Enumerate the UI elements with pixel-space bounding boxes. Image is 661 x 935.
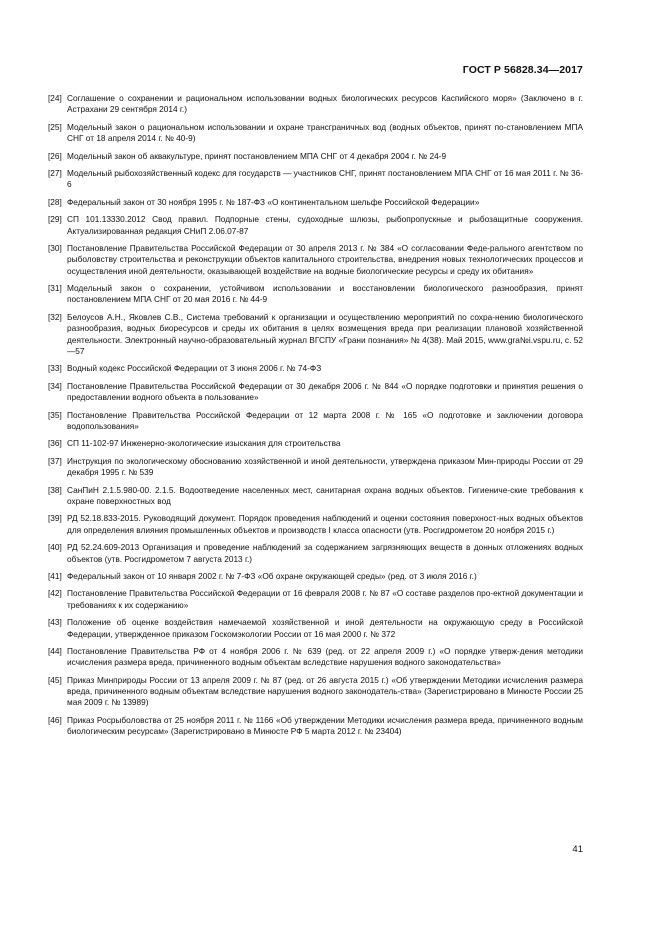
reference-item xyxy=(48,542,583,565)
reference-item xyxy=(48,513,583,536)
reference-text: Постановление Правительства Российской Федерации от 30 апреля 2013 г. № 384 «О согласовании Феде-рального агентством по рыболовству строительства и реконструкции объектов капитального строительства, внедрения новых технологических процессов и осуществления иной деятельности, оказывающей воздействие на водные биологические ресурсы и среду их обитания» xyxy=(67,243,583,276)
reference-number: [34] xyxy=(48,380,62,391)
reference-item xyxy=(48,485,583,508)
reference-text: Модельный закон об аквакультуре, принят постановлением МПА СНГ от 4 декабря 2004 г. № 24-9 xyxy=(67,150,447,161)
reference-text: Постановление Правительства Российской Федерации от 16 февраля 2008 г. № 87 «О составе разделов про-ектной документации и требованиях к их содержанию» xyxy=(67,588,583,610)
reference-text: Положение об оценке воздействия намечаемой хозяйственной и иной деятельности на окружающую среду в Российской Федерации, утвержденное приказом Госкомэкологии России от 16 мая 2000 г. № 372 xyxy=(67,617,583,639)
reference-text: СанПиН 2.1.5.980-00. 2.1.5. Водоотведение населенных мест, санитарная охрана водных объектов. Гигиениче-ские требования к охране поверхностных вод xyxy=(67,484,583,506)
reference-item xyxy=(48,438,583,449)
reference-item xyxy=(48,715,583,738)
reference-text: Постановление Правительства РФ от 4 ноября 2006 г. № 639 (ред. от 22 апреля 2009 г.) «О порядке утверж-дения методики исчисления размера вреда, причиненного водным объектам вследствие нарушения водного законодательства» xyxy=(67,646,583,668)
reference-item xyxy=(48,197,583,208)
reference-number: [25] xyxy=(48,121,62,132)
reference-number: [33] xyxy=(48,363,62,374)
reference-item xyxy=(48,410,583,433)
reference-number: [45] xyxy=(48,674,62,685)
reference-item xyxy=(48,675,583,709)
reference-item xyxy=(48,456,583,479)
reference-text: Федеральный закон от 30 ноября 1995 г. № 187-ФЗ «О континентальном шельфе Российской Федерации» xyxy=(67,196,480,207)
reference-text: Белоусов А.Н., Яковлев С.В., Система требований к организации и осуществлению мероприятий по сохра-нению биологического разнообразия, водных биоресурсов и среды их обитания в целях возмещения вреда при реализации плановой хозяйственной деятельности. Электронный научно-образовательный журнал ВГСПУ «Грани познания» № 4(38). Май 2015, www.gra№i.vspu.ru, с. 52—57 xyxy=(67,311,583,356)
reference-text: РД 52.24.609-2013 Организация и проведение наблюдений за содержанием загрязняющих веществ в донных отложениях водных объектов (утв. Росгидрометом 7 августа 2013 г.) xyxy=(67,542,583,564)
reference-text: Модельный закон о сохранении, устойчивом использовании и восстановлении биологического разнообразия, принят постановлением МПА СНГ от 20 мая 2016 г. № 44-9 xyxy=(67,283,583,305)
reference-number: [40] xyxy=(48,542,62,553)
reference-item xyxy=(48,571,583,582)
reference-number: [43] xyxy=(48,617,62,628)
reference-text: РД 52.18.833-2015. Руководящий документ. Порядок проведения наблюдений и оценки состояния поверхност-ных водных объектов для определения влияния промышленных объектов и производств I класса опасности (утв. Росгидрометом 20 ноября 2015 г.) xyxy=(67,513,583,535)
reference-number: [31] xyxy=(48,283,62,294)
reference-number: [37] xyxy=(48,455,62,466)
reference-text: Соглашение о сохранении и рациональном использовании водных биологических ресурсов Каспийского моря» (Заключено в г. Астрахани 29 сентября 2014 г.) xyxy=(67,93,583,115)
page-number: 41 xyxy=(572,844,583,855)
reference-text: Модельный рыбохозяйственный кодекс для государств — участников СНГ, принят постановлением МПА СНГ от 16 мая 2011 г. № 36-6 xyxy=(67,168,583,190)
reference-text: Инструкция по экологическому обоснованию хозяйственной и иной деятельности, утверждена приказом Мин-природы России от 29 декабря 1995 г. № 539 xyxy=(67,455,583,478)
reference-item xyxy=(48,381,583,404)
reference-number: [28] xyxy=(48,196,62,207)
reference-text: Постановление Правительства Российской Федерации от 12 марта 2008 г. № 165 «О подготовке и заключении договора водопользования» xyxy=(67,409,583,431)
reference-text: Федеральный закон от 10 января 2002 г. № 7-ФЗ «Об охране окружающей среды» (ред. от 3 июля 2016 г.) xyxy=(67,570,477,581)
reference-text: СП 11-102-97 Инженерно-экологические изыскания для строительства xyxy=(67,438,341,449)
reference-item xyxy=(48,93,583,116)
reference-number: [35] xyxy=(48,409,62,420)
reference-item xyxy=(48,168,583,191)
reference-text: Модельный закон о рациональном использовании и охране трансграничных вод (водных объектов, принят по-становлением МПА СНГ от 18 апреля 2014 г. № 40-9) xyxy=(67,121,583,144)
reference-number: [26] xyxy=(48,150,62,161)
reference-item xyxy=(48,214,583,237)
reference-number: [44] xyxy=(48,646,62,657)
reference-item xyxy=(48,588,583,611)
reference-number: [24] xyxy=(48,93,62,103)
reference-number: [36] xyxy=(48,438,62,449)
reference-item xyxy=(48,283,583,306)
reference-number: [42] xyxy=(48,588,62,599)
reference-item xyxy=(48,122,583,145)
reference-number: [27] xyxy=(48,168,62,179)
reference-number: [38] xyxy=(48,484,62,495)
document-code-header: ГОСТ Р 56828.34—2017 xyxy=(462,64,583,76)
reference-number: [46] xyxy=(48,714,62,725)
reference-number: [32] xyxy=(48,311,62,322)
reference-text: Приказ Минприроды России от 13 апреля 2009 г. № 87 (ред. от 26 августа 2015 г.) «Об утверждении Методики исчисления размера вреда, причиненного водным объектам вследствие нарушения водного законодатель-ства» (Зарегистрировано в Минюсте России 25 мая 2009 г. № 13989) xyxy=(67,674,583,708)
bibliography-list xyxy=(48,93,583,744)
reference-text: Постановление Правительства Российской Федерации от 30 декабря 2006 г. № 844 «О порядке подготовки и принятия решения о предоставлении водного объекта в пользование» xyxy=(67,380,583,403)
reference-number: [30] xyxy=(48,243,62,254)
reference-item xyxy=(48,363,583,374)
reference-text: Приказ Росрыболовства от 25 ноября 2011 г. № 1166 «Об утверждении Методики исчисления размера вреда, причиненного водным биологическим ресурсам» (Зарегистрировано в Минюсте РФ 5 марта 2012 г. № 23404) xyxy=(67,714,583,737)
reference-item xyxy=(48,646,583,669)
reference-number: [29] xyxy=(48,214,62,225)
reference-item xyxy=(48,151,583,162)
reference-item xyxy=(48,617,583,640)
reference-number: [41] xyxy=(48,570,62,581)
reference-text: СП 101.13330.2012 Свод правил. Подпорные стены, судоходные шлюзы, рыбопропускные и рыбозащитные сооружения. Актуализированная редакция СНиП 2.06.07-87 xyxy=(67,214,583,236)
reference-item xyxy=(48,312,583,357)
reference-item xyxy=(48,243,583,277)
reference-text: Водный кодекс Российской Федерации от 3 июня 2006 г. № 74-ФЗ xyxy=(67,363,322,374)
reference-number: [39] xyxy=(48,513,62,524)
